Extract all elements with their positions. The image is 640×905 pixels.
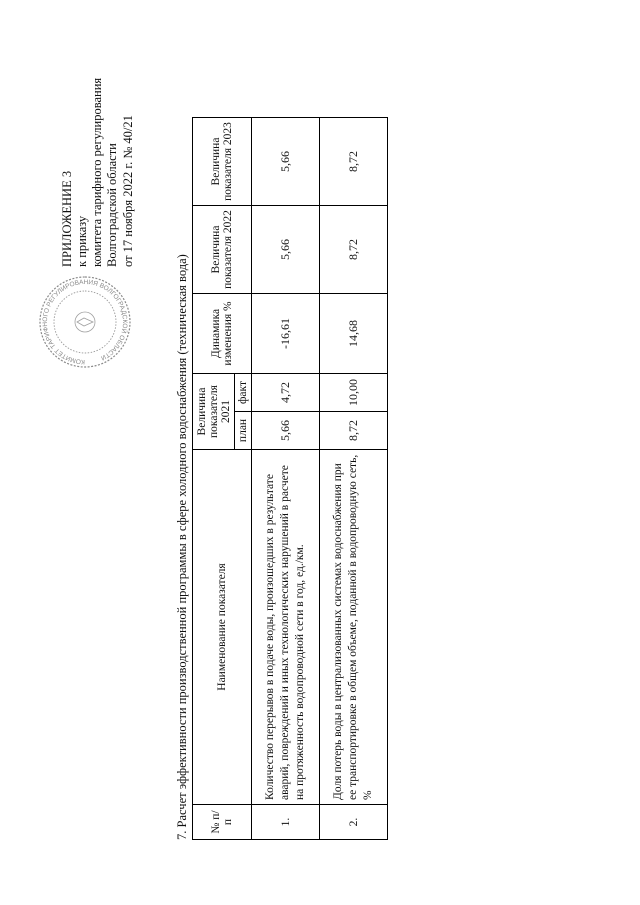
table-caption: 7. Расчет эффективности производственной программы в сфере холодного водоснабжения (техническая вода) xyxy=(175,254,189,840)
header-line-2: комитета тарифного регулирования xyxy=(90,77,104,267)
row-value-2022: 8,72 xyxy=(320,206,388,294)
official-stamp xyxy=(37,274,133,370)
header-value-2021: Величина показателя 2021 xyxy=(193,374,235,450)
header-line-1: к приказу xyxy=(75,215,89,267)
row-plan-2021: 5,66 xyxy=(252,412,320,450)
row-num: 1. xyxy=(252,805,320,840)
header-value-2022: Величина показателя 2022 xyxy=(193,206,252,294)
row-plan-2021: 8,72 xyxy=(320,412,388,450)
row-value-2023: 5,66 xyxy=(252,118,320,206)
header-plan: план xyxy=(235,412,252,450)
row-fact-2021: 4,72 xyxy=(252,374,320,412)
row-value-2023: 8,72 xyxy=(320,118,388,206)
stamp-ring-text: КОМИТЕТ ТАРИФНОГО РЕГУЛИРОВАНИЯ ВОЛГОГРАДСКОЙ ОБЛАСТИ xyxy=(41,278,129,366)
row-dynamics: -16,61 xyxy=(252,294,320,374)
header-name: Наименование показателя xyxy=(193,450,252,805)
header-num: № п/п xyxy=(193,805,252,840)
header-line-3: Волгоградской области xyxy=(105,143,119,267)
row-fact-2021: 10,00 xyxy=(320,374,388,412)
row-num: 2. xyxy=(320,805,388,840)
appendix-title: ПРИЛОЖЕНИЕ 3 xyxy=(60,170,74,267)
row-indicator-name: Доля потерь воды в централизованных системах водоснабжения при ее транспортировке в общем объеме, поданной в водопроводную сеть, % xyxy=(320,450,388,805)
header-fact: факт xyxy=(235,374,252,412)
row-dynamics: 14,68 xyxy=(320,294,388,374)
header-value-2023: Величина показателя 2023 xyxy=(193,118,252,206)
row-indicator-name: Количество перерывов в подаче воды, произошедших в результате аварий, повреждений и иных технологических нарушений в расчете на протяженность водопроводной сети в год, ед./км. xyxy=(252,450,320,805)
header-line-4: от 17 ноября 2022 г. № 40/21 xyxy=(121,115,135,267)
table-row xyxy=(320,118,388,840)
efficiency-table xyxy=(192,117,388,840)
table-header-row xyxy=(193,118,235,840)
table-row xyxy=(252,118,320,840)
header-dynamics: Динамика изменения % xyxy=(193,294,252,374)
row-value-2022: 5,66 xyxy=(252,206,320,294)
